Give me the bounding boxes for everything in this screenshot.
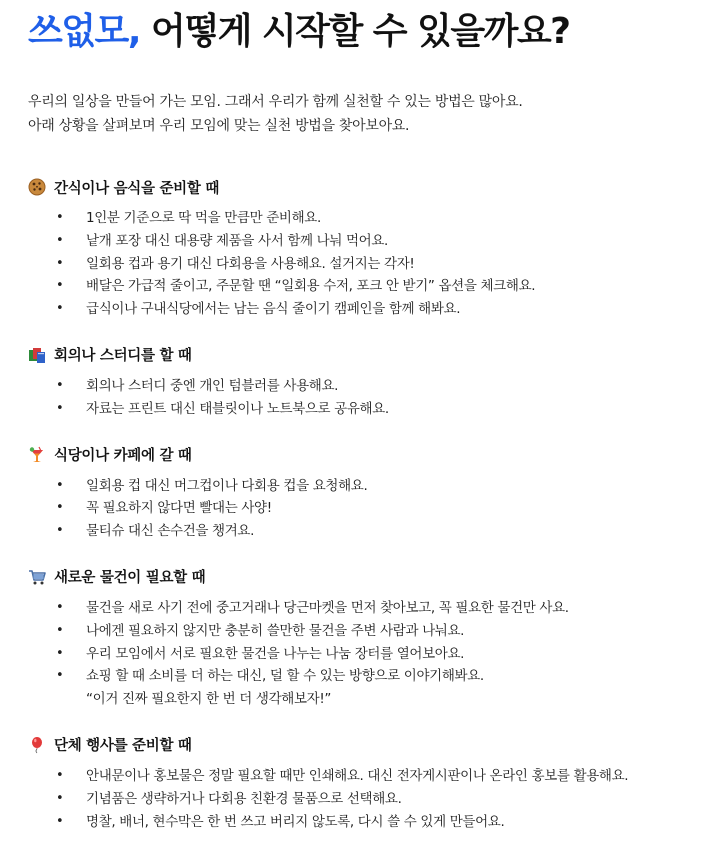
- list-item: [28, 665, 698, 711]
- list-item-text: 회의나 스터디 중엔 개인 텀블러를 사용해요.: [86, 377, 339, 394]
- bullet: •: [56, 210, 64, 225]
- list-item: [28, 597, 698, 620]
- list-item-text: 1인분 기준으로 딱 먹을 만큼만 준비해요.: [86, 210, 321, 226]
- intro-line-1: 우리의 일상을 만들어 가는 모임. 그래서 우리가 함께 실천할 수 있는 방법은 많아요.: [28, 94, 523, 110]
- section-event: [28, 733, 698, 833]
- books-icon: [28, 346, 46, 364]
- section-heading-text: 식당이나 카페에 갈 때: [54, 448, 192, 465]
- section-heading-text: 회의나 스터디를 할 때: [54, 348, 192, 365]
- list-item: [28, 788, 698, 811]
- list-item: [28, 253, 698, 276]
- bullet: •: [56, 255, 64, 271]
- page: [28, 0, 698, 833]
- intro-line-2: 아래 상황을 살펴보며 우리 모임에 맞는 실천 방법을 찾아보아요.: [28, 118, 410, 134]
- bullet: •: [56, 645, 64, 661]
- list-item-text: 명찰, 배너, 현수막은 한 번 쓰고 버리지 않도록, 다시 쓸 수 있게 만들어요.: [86, 813, 505, 830]
- bullet: •: [56, 767, 64, 783]
- list-item: [28, 207, 698, 230]
- list-item: [28, 475, 698, 498]
- bullet: •: [56, 523, 64, 539]
- section-meeting: [28, 343, 698, 421]
- item-list: [28, 765, 698, 833]
- list-item: [28, 375, 698, 398]
- bullet: •: [56, 278, 64, 294]
- cookie-icon: [28, 178, 46, 196]
- shopping-cart-icon: [28, 568, 46, 586]
- list-item-text: 배달은 가급적 줄이고, 주문할 땐 “일회용 수저, 포크 안 받기” 옵션을 체크해요.: [86, 278, 536, 295]
- section-food: [28, 175, 698, 321]
- bullet: •: [56, 813, 64, 829]
- list-item: [28, 811, 698, 834]
- list-item: [28, 520, 698, 543]
- list-item-text: 물티슈 대신 손수건을 챙겨요.: [86, 523, 255, 540]
- list-item-text: 안내문이나 홍보물은 정말 필요할 때만 인쇄해요. 대신 전자게시판이나 온라인 홍보를 활용해요.: [86, 767, 629, 784]
- item-list: [28, 207, 698, 321]
- section-heading-text: 새로운 물건이 필요할 때: [54, 570, 206, 587]
- bullet: •: [56, 599, 64, 615]
- section-heading: [28, 443, 698, 467]
- bullet: •: [56, 377, 64, 393]
- bullet: •: [56, 301, 64, 317]
- section-cafe: [28, 443, 698, 543]
- list-item-text: 일회용 컵 대신 머그컵이나 다회용 컵을 요청해요.: [86, 477, 368, 494]
- list-item: [28, 398, 698, 421]
- list-item-text: 자료는 프린트 대신 태블릿이나 노트북으로 공유해요.: [86, 400, 389, 417]
- section-shopping: [28, 565, 698, 711]
- list-item: [28, 620, 698, 643]
- item-list: [28, 475, 698, 543]
- section-heading: [28, 343, 698, 367]
- list-item-text: 물건을 새로 사기 전에 중고거래나 당근마켓을 먼저 찾아보고, 꼭 필요한 물건만 사요.: [86, 599, 569, 616]
- list-item-text: 급식이나 구내식당에서는 남는 음식 줄이기 캠페인을 함께 해봐요.: [86, 301, 461, 318]
- list-item-text: 나에겐 필요하지 않지만 충분히 쓸만한 물건을 주변 사람과 나눠요.: [86, 622, 465, 639]
- list-item: [28, 230, 698, 253]
- page-title-accent: 쓰없모,: [28, 11, 141, 52]
- item-list: [28, 597, 698, 711]
- list-item-text: 꼭 필요하지 않다면 빨대는 사양!: [86, 500, 272, 517]
- list-item: [28, 298, 698, 321]
- section-heading-text: 간식이나 음식을 준비할 때: [54, 180, 220, 197]
- bullet: •: [56, 500, 64, 516]
- item-list: [28, 375, 698, 421]
- list-item: [28, 497, 698, 520]
- list-item-text: 우리 모임에서 서로 필요한 물건을 나누는 나눔 장터를 열어보아요.: [86, 645, 465, 662]
- list-item-subtext: “이거 진짜 필요한지 한 번 더 생각해보자!”: [86, 691, 332, 708]
- section-heading-text: 단체 행사를 준비할 때: [54, 738, 192, 755]
- page-title: [28, 0, 698, 58]
- list-item-text: 낱개 포장 대신 대용량 제품을 사서 함께 나눠 먹어요.: [86, 232, 388, 249]
- bullet: •: [56, 400, 64, 416]
- list-item: [28, 765, 698, 788]
- list-item: [28, 275, 698, 298]
- list-item-text: 일회용 컵과 용기 대신 다회용을 사용해요. 설거지는 각자!: [86, 255, 415, 272]
- bullet: •: [56, 232, 64, 248]
- bullet: •: [56, 477, 64, 493]
- intro-paragraph: [28, 90, 698, 138]
- balloon-icon: [28, 736, 46, 754]
- section-heading: [28, 565, 698, 589]
- tropical-drink-icon: [28, 446, 46, 464]
- bullet: •: [56, 790, 64, 806]
- list-item: [28, 643, 698, 666]
- section-heading: [28, 733, 698, 757]
- section-heading: [28, 175, 698, 199]
- list-item-text: 기념품은 생략하거나 다회용 친환경 물품으로 선택해요.: [86, 790, 402, 807]
- list-item-text: 쇼핑 할 때 소비를 더 하는 대신, 덜 할 수 있는 방향으로 이야기해봐요.: [86, 668, 484, 685]
- page-title-rest: 어떻게 시작할 수 있을까요?: [140, 11, 570, 52]
- bullet: •: [56, 622, 64, 638]
- bullet: •: [56, 668, 64, 684]
